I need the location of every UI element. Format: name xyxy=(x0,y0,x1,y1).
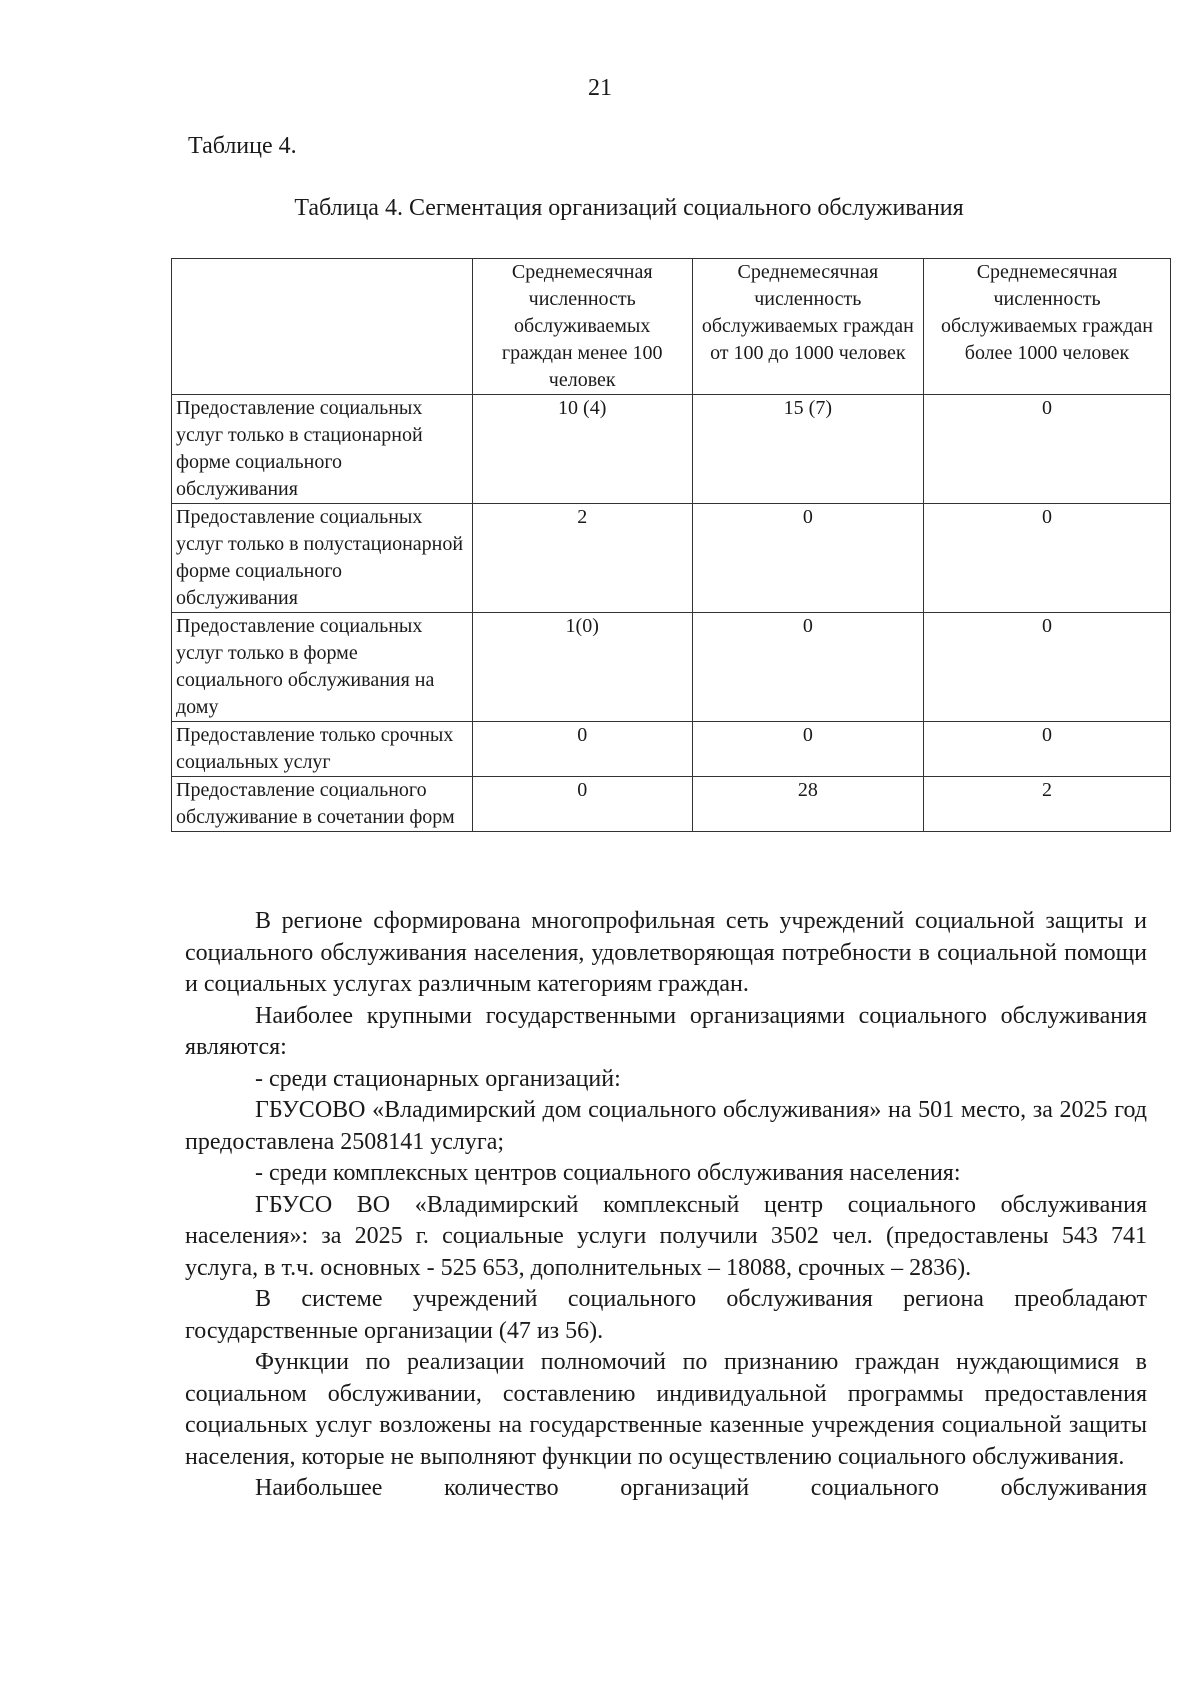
table-cell: 10 (4) xyxy=(472,395,692,504)
paragraph: Функции по реализации полномочий по признанию граждан нуждающимися в социальном обслуживании, составлению индивидуальной программы предоставления социальных услуг возложены на государственные казенные учреждения социальной защиты населения, которые не выполняют функции по осуществлению социального обслуживания. xyxy=(185,1349,1147,1470)
paragraph: В системе учреждений социального обслуживания региона преобладают государственные организации (47 из 56). xyxy=(185,1286,1147,1344)
row-label: Предоставление социального обслуживание в сочетании форм xyxy=(172,777,473,832)
table-cell: 0 xyxy=(692,613,923,722)
table-header-row xyxy=(172,259,1171,395)
paragraph: - среди стационарных организаций: xyxy=(255,1065,621,1092)
table-cell: 0 xyxy=(924,504,1171,613)
table-header-100-to-1000: Среднемесячная численность обслуживаемых граждан от 100 до 1000 человек xyxy=(692,259,923,395)
table-cell: 28 xyxy=(692,777,923,832)
paragraph: ГБУСО ВО «Владимирский комплексный центр социального обслуживания населения»: за 2025 г. социальные услуги получили 3502 чел. (предоставлены 543 741 услуга, в т.ч. основных - 525 653, дополнительных – 18088, срочных – 2836). xyxy=(185,1191,1147,1281)
body-text xyxy=(185,906,1147,1505)
table-cell: 15 (7) xyxy=(692,395,923,504)
table-caption: Таблица 4. Сегментация организаций социального обслуживания xyxy=(294,195,964,221)
table-row xyxy=(172,722,1171,777)
row-label: Предоставление социальных услуг только в форме социального обслуживания на дому xyxy=(172,613,473,722)
row-label: Предоставление социальных услуг только в полустационарной форме социального обслуживания xyxy=(172,504,473,613)
row-label: Предоставление социальных услуг только в стационарной форме социального обслуживания xyxy=(172,395,473,504)
paragraph: - среди комплексных центров социального обслуживания населения: xyxy=(255,1160,961,1186)
table-cell: 0 xyxy=(472,722,692,777)
table-cell: 0 xyxy=(692,504,923,613)
page-number: 21 xyxy=(588,75,612,101)
table-cell: 0 xyxy=(924,722,1171,777)
table-row xyxy=(172,395,1171,504)
table-header-over-1000: Среднемесячная численность обслуживаемых граждан более 1000 человек xyxy=(924,259,1171,395)
table-cell: 1(0) xyxy=(472,613,692,722)
table-cell: 2 xyxy=(472,504,692,613)
table-header-under-100: Среднемесячная численность обслуживаемых граждан менее 100 человек xyxy=(472,259,692,395)
row-label: Предоставление только срочных социальных услуг xyxy=(172,722,473,777)
table-row xyxy=(172,777,1171,832)
table-row xyxy=(172,504,1171,613)
paragraph: Наиболее крупными государственными организациями социального обслуживания являются: xyxy=(185,1002,1147,1060)
segmentation-table xyxy=(171,258,1171,832)
table-cell: 0 xyxy=(924,613,1171,722)
table-header-empty xyxy=(172,259,473,395)
table-cell: 0 xyxy=(472,777,692,832)
paragraph: Наибольшее количество организаций социального обслуживания xyxy=(255,1475,1147,1501)
table-row xyxy=(172,613,1171,722)
table-cell: 0 xyxy=(924,395,1171,504)
table-cell: 2 xyxy=(924,777,1171,832)
table-cell: 0 xyxy=(692,722,923,777)
table-reference: Таблице 4. xyxy=(188,133,297,159)
paragraph: В регионе сформирована многопрофильная сеть учреждений социальной защиты и социального обслуживания населения, удовлетворяющая потребности в социальной помощи и социальных услугах различным категориям граждан. xyxy=(185,908,1147,997)
paragraph: ГБУСОВО «Владимирский дом социального обслуживания» на 501 место, за 2025 год предоставлена 2508141 услуга; xyxy=(185,1097,1147,1155)
